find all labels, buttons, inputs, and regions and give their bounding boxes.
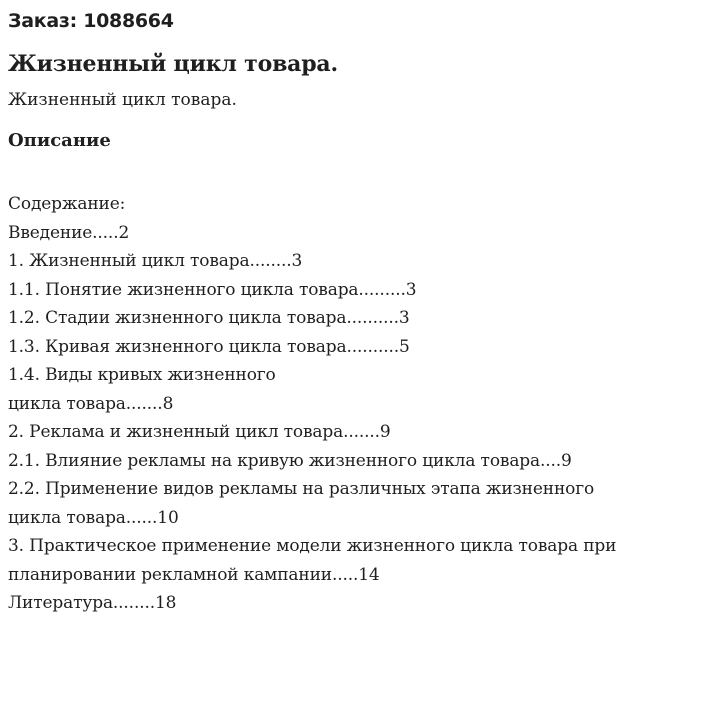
toc-line: Литература........18 [8,593,177,613]
toc-line: 1.3. Кривая жизненного цикла товара..........5 [8,336,410,357]
toc-line: 1.4. Виды кривых жизненного [8,365,276,385]
toc-line: 1. Жизненный цикл товара........3 [8,251,303,271]
table-of-contents [8,190,695,618]
order-header [8,8,695,34]
toc-line: 3. Практическое применение модели жизненного цикла товара при [8,536,617,556]
toc-line: планировании рекламной кампании.....14 [8,564,380,585]
toc-line: 2.2. Применение видов рекламы на различных этапа жизненного [8,479,595,499]
page-title: Жизненный цикл товара. [8,51,338,77]
description-heading: Описание [8,130,111,151]
toc-line: 1.1. Понятие жизненного цикла товара.........3 [8,279,417,300]
order-number: 1088664 [83,10,174,32]
toc-line: 2.1. Влияние рекламы на кривую жизненного цикла товара....9 [8,450,572,471]
toc-line: 1.2. Стадии жизненного цикла товара..........3 [8,308,410,328]
toc-line: 2. Реклама и жизненный цикл товара.......9 [8,422,391,442]
page-subtitle: Жизненный цикл товара. [8,90,237,110]
toc-line: Введение.....2 [8,222,130,243]
toc-heading: Содержание: [8,194,126,214]
order-label: Заказ: [8,10,77,32]
toc-line: цикла товара......10 [8,507,179,528]
toc-line: цикла товара.......8 [8,393,174,414]
document-page [8,8,695,618]
